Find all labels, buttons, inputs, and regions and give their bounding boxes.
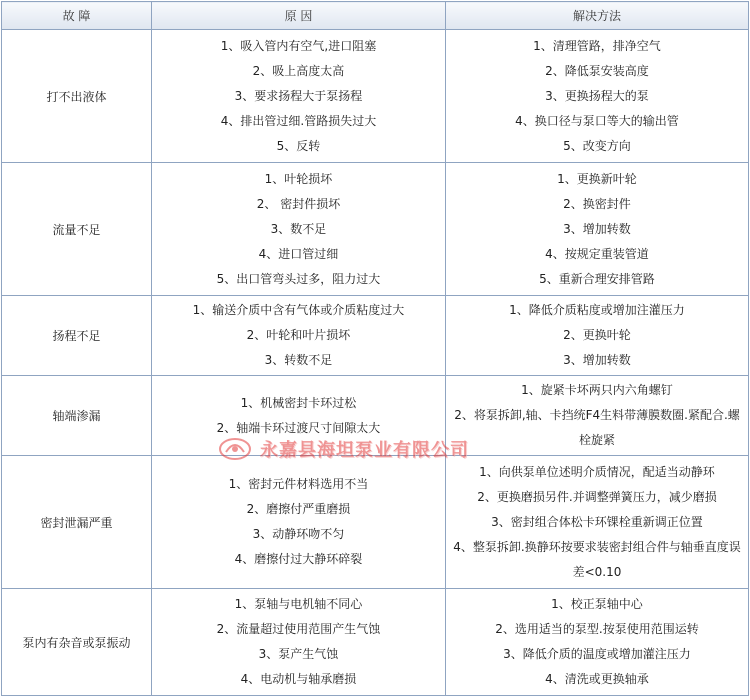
solution-item: 1、校正泵轴中心: [551, 597, 643, 611]
table-row: [2, 296, 749, 376]
cause-item: 2、轴端卡环过渡尺寸间隙太大: [216, 420, 381, 435]
solution-cell: [446, 296, 749, 376]
cause-item: 3、泵产生气蚀: [258, 647, 339, 661]
solution-item: 2、更换叶轮: [563, 328, 631, 342]
solution-item: 1、旋紧卡坏两只内六角螺钉: [521, 383, 673, 397]
solution-cell: [446, 589, 749, 696]
solution-item: 2、降低泵安装高度: [545, 63, 649, 78]
troubleshooting-table: [1, 1, 749, 696]
fault-cell: 轴端渗漏: [2, 376, 152, 456]
header-cause: 原 因: [152, 2, 446, 30]
cause-item: 1、叶轮损坏: [264, 171, 333, 186]
solution-item: 4、按规定重装管道: [545, 246, 649, 261]
solution-item: 3、增加转数: [563, 353, 631, 367]
solution-item: 1、向供泵单位述明介质情况，配适当动静环: [479, 464, 715, 479]
solution-cell: [446, 30, 749, 163]
table-row: [2, 30, 749, 163]
solution-item: 4、换口径与泵口等大的输出管: [515, 113, 679, 128]
solution-item: 2、将泵拆卸,轴、卡挡统F4生料带薄膜数圈.紧配合.螺栓旋紧: [454, 408, 740, 447]
cause-item: 2、叶轮和叶片损坏: [246, 328, 351, 342]
solution-item: 3、增加转数: [563, 221, 631, 236]
cause-item: 2、流量超过使用范围产生气蚀: [216, 622, 381, 636]
solution-item: 2、更换磨损另件.并调整弹簧压力，减少磨损: [477, 489, 717, 504]
cause-item: 2、磨擦付严重磨损: [246, 502, 351, 516]
cause-item: 1、密封元件材料选用不当: [228, 477, 369, 491]
cause-item: 5、出口管弯头过多，阻力过大: [216, 271, 381, 286]
cause-item: 5、反转: [276, 138, 321, 153]
solution-item: 3、降低介质的温度或增加灌注压力: [503, 647, 691, 661]
fault-cell: 密封泄漏严重: [2, 456, 152, 589]
cause-item: 2、吸上高度太高: [252, 63, 345, 78]
cause-item: 4、排出管过细.管路损失过大: [220, 113, 377, 128]
fault-cell: 打不出液体: [2, 30, 152, 163]
cause-cell: [152, 376, 446, 456]
solution-item: 4、清洗或更换轴承: [545, 672, 649, 686]
cause-cell: [152, 163, 446, 296]
cause-item: 1、输送介质中含有气体或介质粘度过大: [192, 303, 405, 317]
header-solution: 解决方法: [446, 2, 749, 30]
solution-item: 4、整泵拆卸.换静环按要求装密封组合件与轴垂直度误差<0.10: [453, 539, 741, 579]
cause-item: 3、转数不足: [264, 353, 333, 367]
cause-item: 1、机械密封卡环过松: [240, 395, 357, 410]
cause-item: 1、泵轴与电机轴不同心: [234, 597, 363, 611]
watermark-text: 永嘉县海坦泵业有限公司: [260, 440, 469, 461]
cause-item: 1、吸入管内有空气,进口阻塞: [220, 38, 377, 53]
cause-item: 4、进口管过细: [258, 246, 339, 261]
solution-item: 3、更换扬程大的泵: [545, 88, 649, 103]
solution-item: 5、改变方向: [563, 138, 631, 153]
solution-item: 1、更换新叶轮: [557, 171, 637, 186]
cause-item: 4、磨擦付过大静环碎裂: [234, 552, 363, 566]
cause-item: 2、 密封件损坏: [256, 196, 341, 211]
table-row: [2, 376, 749, 456]
solution-cell: [446, 163, 749, 296]
cause-item: 3、要求扬程大于泵扬程: [234, 88, 363, 103]
solution-cell: [446, 376, 749, 456]
solution-cell: [446, 456, 749, 589]
header-fault: 故 障: [2, 2, 152, 30]
solution-item: 2、换密封件: [563, 196, 631, 211]
solution-item: 1、降低介质粘度或增加注灌压力: [509, 303, 685, 317]
table-row: [2, 163, 749, 296]
cause-item: 3、动静环吻不匀: [252, 527, 345, 541]
cause-cell: [152, 296, 446, 376]
cause-item: 3、数不足: [270, 221, 327, 236]
cause-cell: [152, 456, 446, 589]
fault-cell: 泵内有杂音或泵振动: [2, 589, 152, 696]
cause-item: 4、电动机与轴承磨损: [240, 672, 357, 686]
table-row: [2, 589, 749, 696]
solution-item: 1、清理管路，排净空气: [533, 38, 661, 53]
solution-item: 3、密封组合体松卡环锞栓重新调正位置: [491, 514, 703, 529]
fault-cell: 流量不足: [2, 163, 152, 296]
header-row: [2, 2, 749, 30]
fault-cell: 扬程不足: [2, 296, 152, 376]
solution-item: 5、重新合理安排管路: [539, 271, 655, 286]
cause-cell: [152, 589, 446, 696]
solution-item: 2、选用适当的泵型.按泵使用范围运转: [495, 622, 699, 636]
table-row: [2, 456, 749, 589]
cause-cell: [152, 30, 446, 163]
